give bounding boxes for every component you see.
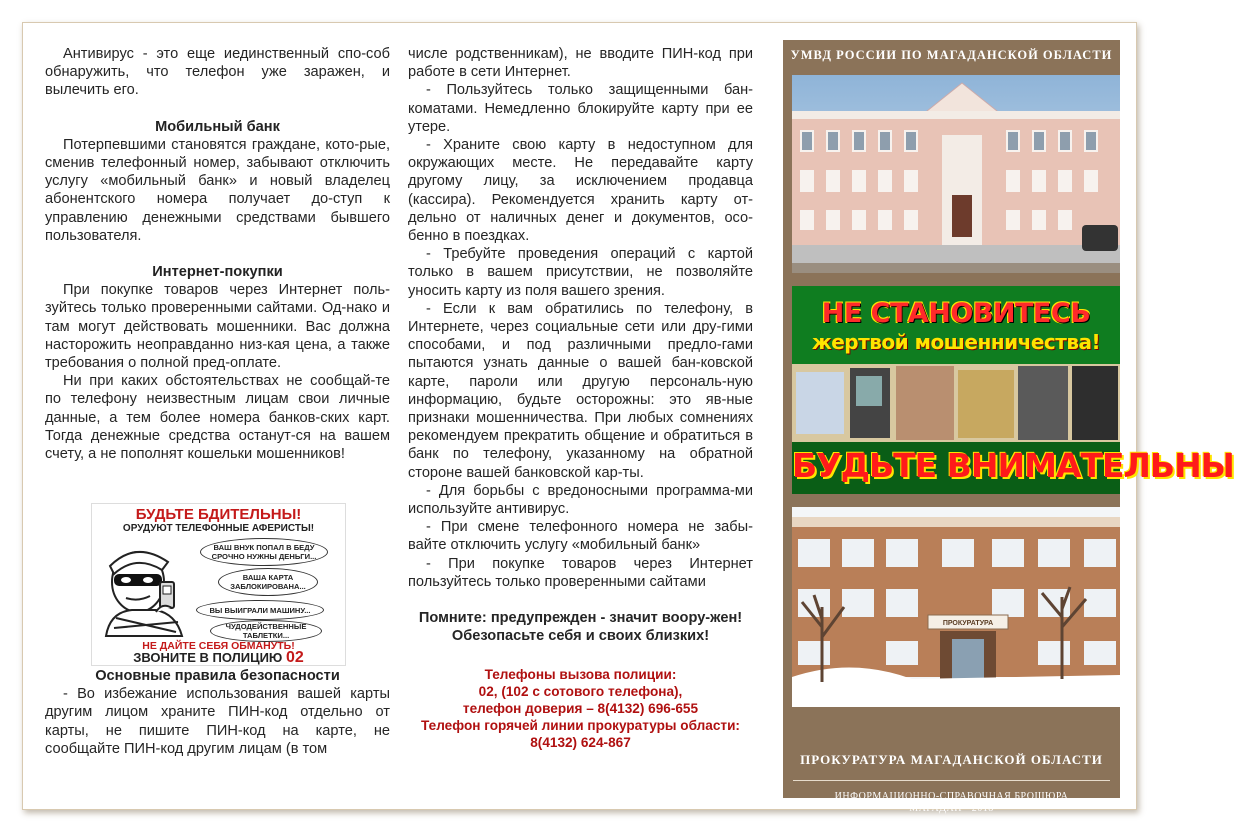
phones-line-1: Телефоны вызова полиции:	[484, 666, 677, 682]
rule-antivirus: - Для борьбы с вредоносными программа-ми используйте антивирус.	[408, 482, 753, 518]
bubble-miracle-pills: ЧУДОДЕЙСТВЕННЫЕ ТАБЛЕТКИ...	[210, 620, 322, 642]
poster-warning: НЕ ДАЙТЕ СЕБЯ ОБМАНУТЬ!	[142, 640, 295, 652]
rule-phone-requests: - Если к вам обратились по телефону, в Интернете, через социальные сети или дру-гими способами, и под различными предло-гами пытаются узнать данные о вашей бан-ковской карте, пароли или другую персональ-ную информацию, будьте осторожны: это яв-ные признаки мошенничества. При любых сомнениях рекомендуем прекратить общение и обратиться в банк по телефону, указанному на обратной стороне вашей банковской кар-ты.	[408, 300, 753, 481]
bubble-car-win: ВЫ ВЫИГРАЛИ МАШИНУ...	[196, 600, 324, 620]
brochure-info	[783, 791, 1120, 815]
internet-shopping-text-1: При покупке товаров через Интернет поль-зуйтесь только проверенными сайтами. Од-нако и там могут действовать мошенники. Вас должна насторожить неоправданно низ-кая цена, а также требования о полной пред-оплате.	[45, 282, 390, 372]
poster-call-text: ЗВОНИТЕ В ПОЛИЦИЮ	[133, 650, 283, 665]
cover-header: УМВД РОССИИ ПО МАГАДАНСКОЙ ОБЛАСТИ	[790, 48, 1113, 62]
safety-rules-heading: Основные правила безопасности	[95, 668, 340, 684]
prosecutor-sign-text: ПРОКУРАТУРА	[942, 620, 994, 627]
rule-secure-atm: - Пользуйтесь только защищенными бан-коматами. Немедленно блокируйте карту при ее утере.	[408, 82, 753, 135]
bubble-grandson: ВАШ ВНУК ПОПАЛ В БЕДУ СРОЧНО НУЖНЫ ДЕНЬГИ...	[200, 538, 328, 566]
safety-rules-text: - Во избежание использования вашей карты другим лицом храните ПИН-код отдельно от карты, не пишите ПИН-код на карте, не сообщайте ПИН-код другим лицам (в том	[45, 686, 390, 757]
cover-divider	[793, 780, 1110, 781]
banner-line-1: НЕ СТАНОВИТЕСЬ	[821, 298, 1091, 329]
phones-line-3: телефон доверия – 8(4132) 696-655	[462, 700, 699, 716]
phone-numbers	[408, 666, 753, 751]
cover-panel	[783, 40, 1234, 814]
poster-title: БУДЬТЕ БДИТЕЛЬНЫ!	[135, 506, 302, 523]
banner-line-2: жертвой мошенничества!	[811, 330, 1101, 354]
vigilance-poster	[91, 503, 346, 666]
rule-continuation: числе родственникам), не вводите ПИН-код при работе в сети Интернет.	[408, 46, 753, 81]
rule-verified-sites: - При покупке товаров через Интернет пользуйтесь только проверенными сайтами	[408, 555, 753, 590]
phones-line-5: 8(4132) 624-867	[530, 734, 631, 750]
phones-line-4: Телефон горячей линии прокуратуры области:	[421, 717, 740, 733]
brochure-place-year: МАГАДАН - 2018	[909, 803, 994, 814]
prosecutor-office-title: ПРОКУРАТУРА МАГАДАНСКОЙ ОБЛАСТИ	[800, 752, 1103, 767]
rule-store-card: - Храните свою карту в недоступном для окружающих месте. Не передавайте карту другому лицу, за исключением продавца (кассира). Рекомендуется хранить карту от-дельно от наличных денег и документов, осо-бенно в поездках.	[408, 137, 753, 245]
rule-operations-presence: - Требуйте проведения операций с картой только в вашем присутствии, не позволяйте уносить карту из поля вашего зрения.	[408, 246, 753, 299]
banner-line-3: БУДЬТЕ ВНИМАТЕЛЬНЫ	[792, 446, 1234, 485]
mobile-bank-heading: Мобильный банк	[155, 118, 280, 135]
internet-shopping-heading: Интернет-покупки	[152, 264, 283, 281]
poster-call-number: 02	[285, 649, 304, 666]
fraud-warning-banner	[792, 286, 1234, 494]
brochure-page	[22, 22, 1234, 814]
bubble-card-blocked: ВАША КАРТА ЗАБЛОКИРОВАНА...	[218, 568, 318, 596]
prosecutor-building-photo	[792, 507, 1120, 707]
brochure-type: ИНФОРМАЦИОННО-СПРАВОЧНАЯ БРОШЮРА	[834, 791, 1069, 802]
poster-subtitle: ОРУДУЮТ ТЕЛЕФОННЫЕ АФЕРИСТЫ!	[122, 523, 315, 534]
internet-shopping-text-2: Ни при каких обстоятельствах не сообщай-те по телефону неизвестным лицам свои личные данные, а тем более номера банков-ских карт. Тогда денежные средства останут-ся на вашем счету, а не пополнят кошельки мошенников!	[45, 373, 390, 463]
remember-slogan: Помните: предупрежден - значит воору-жен! Обезопасьте себя и своих близких!	[418, 610, 743, 645]
column-left	[45, 45, 390, 463]
mobile-bank-text: Потерпевшими становятся граждане, кото-рые, сменив телефонный номер, забывают отключить услугу «мобильный банк» и новый владелец абонентского номера получает до-ступ к управлению денежными средствами бывшего пользователя.	[45, 136, 390, 244]
antivirus-paragraph: Антивирус - это еще иединственный спо-соб обнаружить, что телефон уже заражен, и вылечить его.	[45, 46, 390, 99]
police-building-photo	[792, 75, 1120, 273]
rule-mobile-bank: - При смене телефонного номера не забы-вайте отключить услугу «мобильный банк»	[408, 519, 753, 554]
safety-rules	[45, 667, 390, 758]
phones-line-2: 02, (102 с сотового телефона),	[478, 683, 683, 699]
fraudster-illustration	[96, 536, 196, 641]
column-middle	[408, 45, 753, 751]
poster-call-police	[92, 649, 345, 667]
